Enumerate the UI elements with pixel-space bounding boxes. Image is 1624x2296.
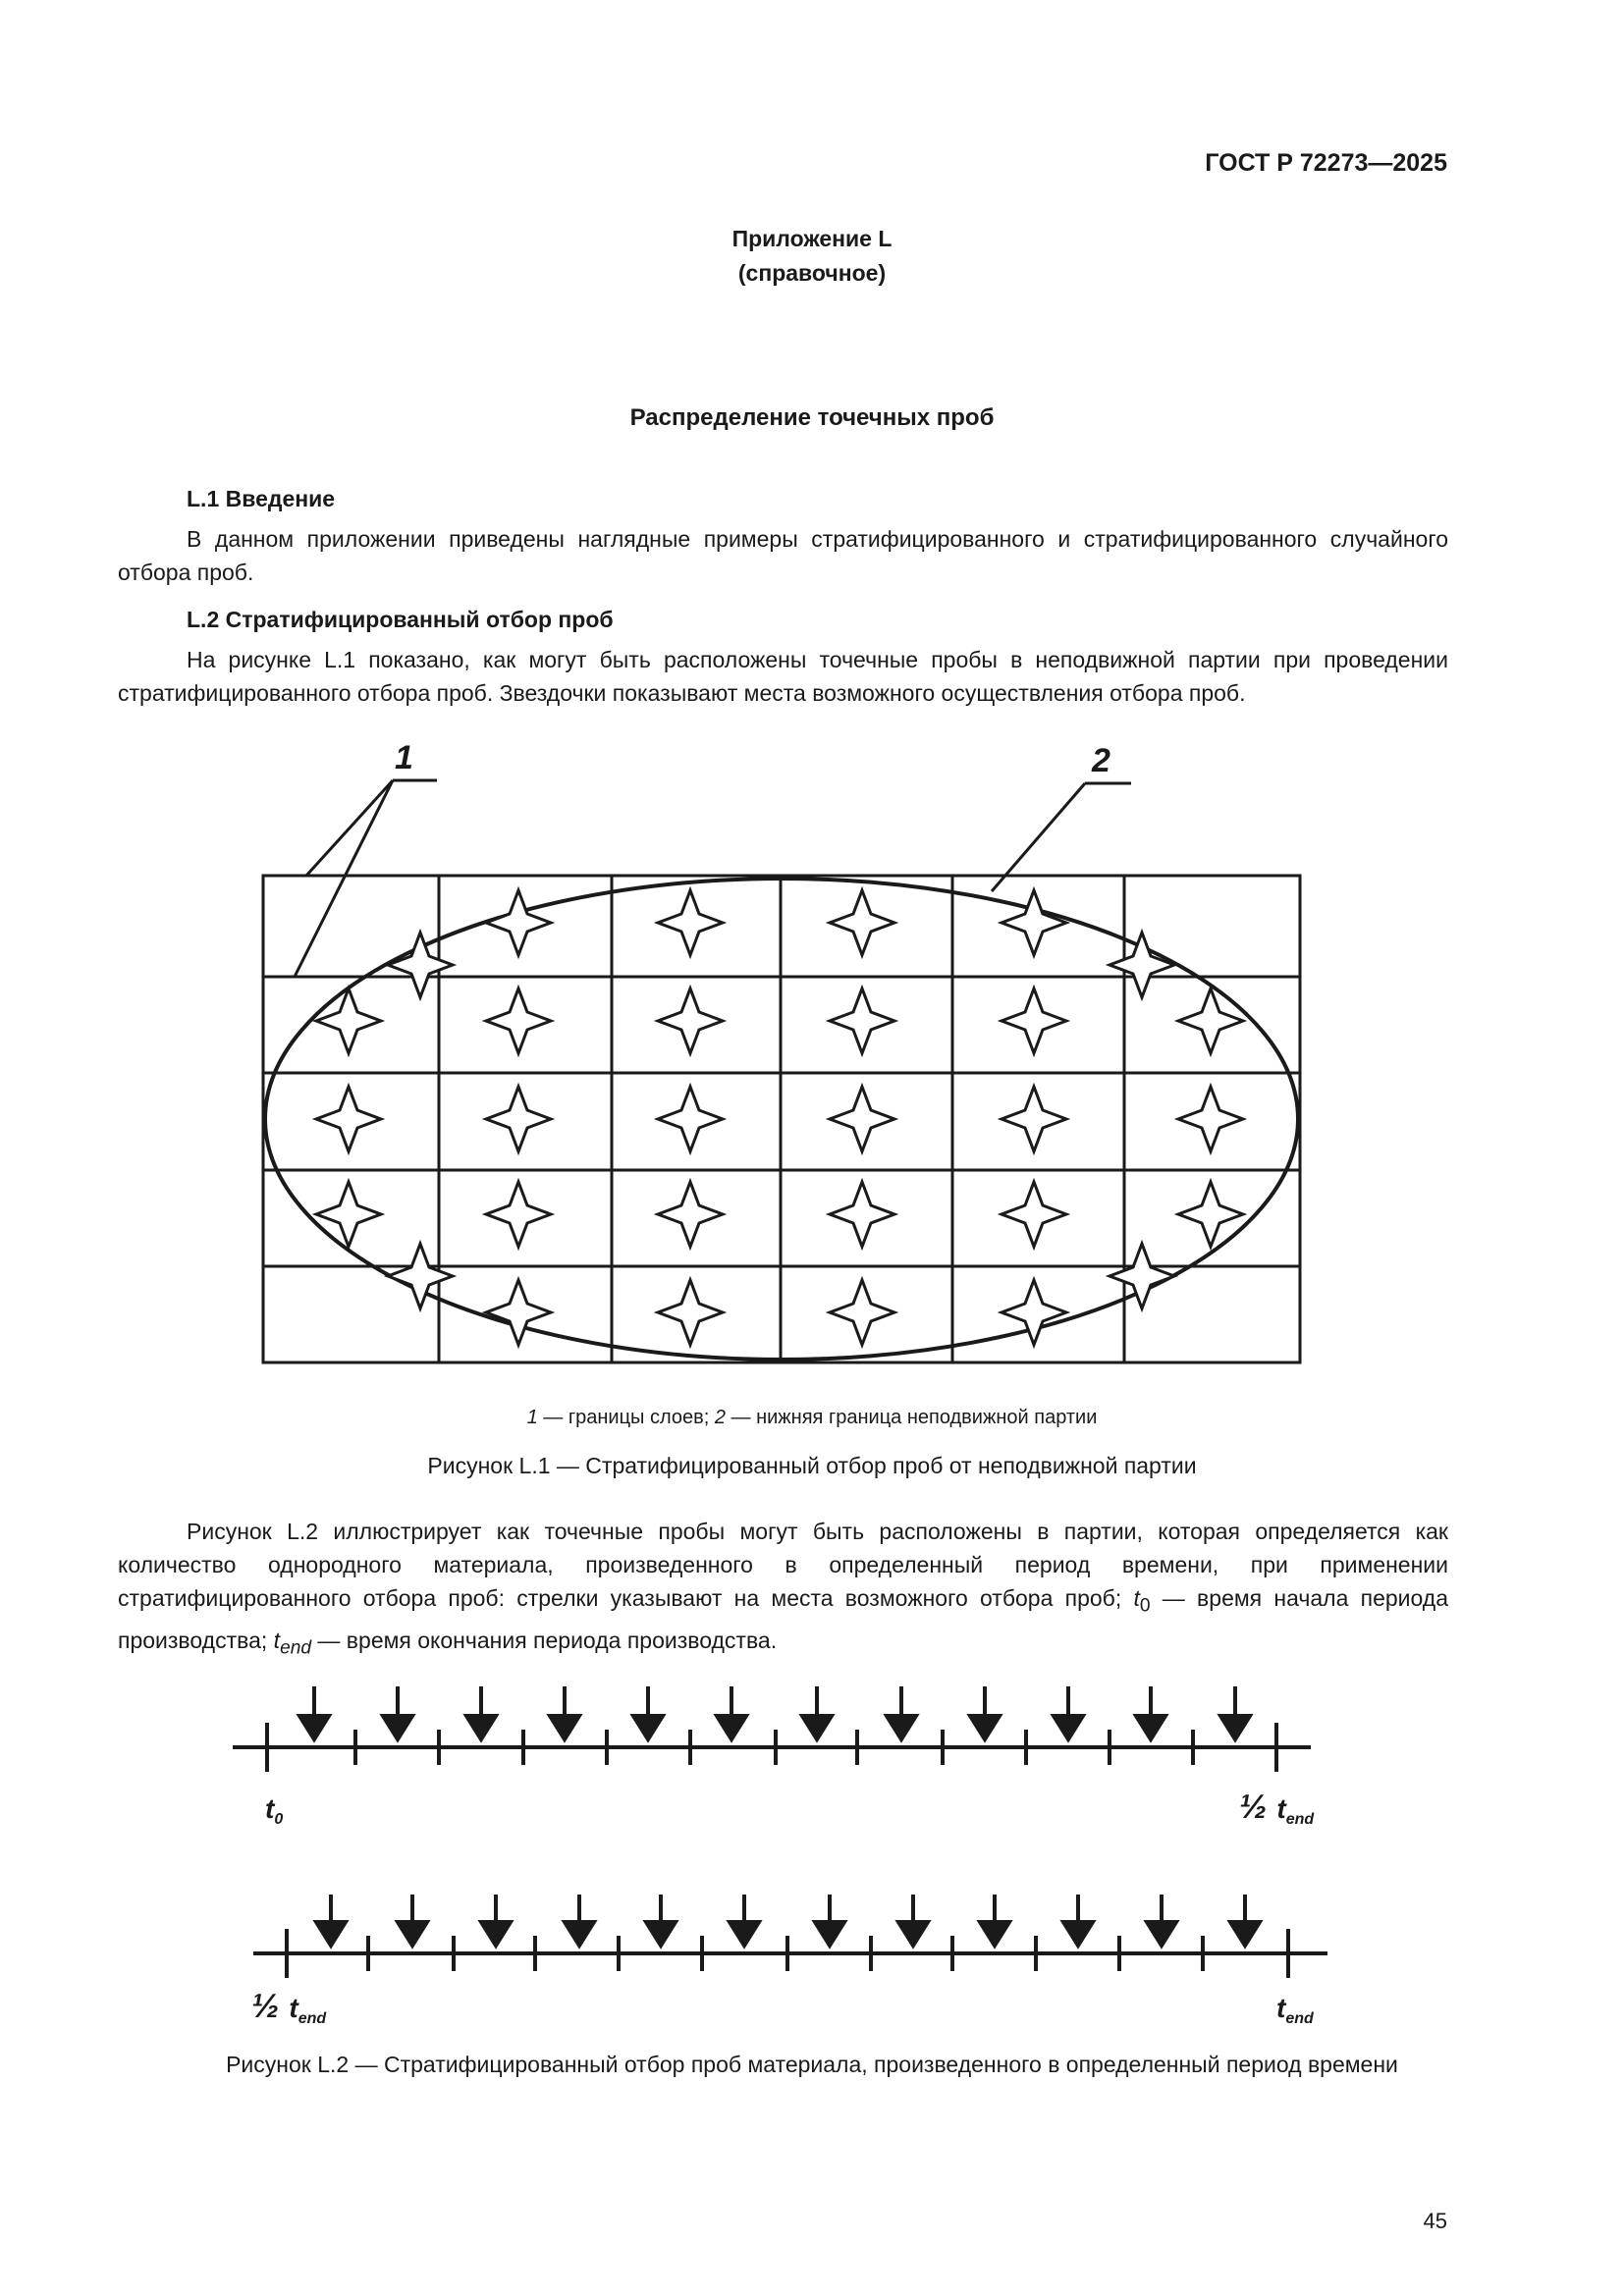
line1-end-label: ½ $t_{end}$	[1239, 1789, 1315, 1828]
annex-title: Приложение L	[731, 226, 893, 251]
sampling-arrow-head-icon	[316, 1922, 346, 1946]
figure-l2	[0, 1669, 1624, 2061]
sampling-arrow-head-icon	[633, 1716, 663, 1739]
label-2: 2	[1092, 742, 1110, 779]
paragraph-l2-figure	[118, 1515, 1448, 1665]
sampling-arrow-head-icon	[646, 1922, 676, 1946]
t0-base: t	[1133, 1585, 1140, 1611]
sampling-arrow-head-icon	[898, 1922, 928, 1946]
paragraph-l1: В данном приложении приведены наглядные примеры стратифицированного и стратифицированного случайного отбора проб.	[118, 526, 1448, 585]
sampling-arrow-head-icon	[970, 1716, 1000, 1739]
sample-star-icon	[1110, 1244, 1174, 1308]
sample-star-icon	[830, 1182, 894, 1247]
sampling-arrow-head-icon	[730, 1922, 759, 1946]
sample-star-icon	[1001, 1087, 1066, 1151]
sampling-arrow-head-icon	[1230, 1922, 1260, 1946]
sample-star-icon	[1001, 890, 1066, 955]
legend-num-1: 1	[526, 1407, 538, 1428]
sampling-arrow-head-icon	[466, 1716, 496, 1739]
sample-star-icon	[658, 1280, 723, 1345]
sample-star-icon	[486, 1182, 551, 1247]
sampling-arrow-head-icon	[815, 1922, 844, 1946]
line2-end-label: $t_{end}$	[1276, 1993, 1314, 2027]
sampling-arrow-head-icon	[1136, 1716, 1165, 1739]
heading-l1: L.1 Введение	[187, 486, 336, 511]
sample-star-icon	[830, 890, 894, 955]
sampling-arrow-head-icon	[481, 1922, 511, 1946]
sample-star-icon	[658, 1087, 723, 1151]
sample-star-icon	[316, 1182, 381, 1247]
sample-star-icon	[316, 988, 381, 1053]
sampling-arrow-head-icon	[383, 1716, 412, 1739]
sampling-arrow-head-icon	[299, 1716, 329, 1739]
t0-sub: 0	[1139, 1595, 1151, 1617]
sampling-arrow-head-icon	[980, 1922, 1009, 1946]
line2-start-label: ½ $t_{end}$	[251, 1988, 327, 2027]
sample-star-icon	[658, 1182, 723, 1247]
section-title: Распределение точечных проб	[629, 404, 995, 431]
sample-star-icon	[486, 1087, 551, 1151]
sample-star-icon	[316, 1087, 381, 1151]
figure-l1-legend	[0, 1407, 1624, 1429]
sample-star-icon	[830, 988, 894, 1053]
label-1: 1	[395, 739, 413, 776]
sample-star-icon	[486, 1280, 551, 1345]
sampling-arrow-head-icon	[1220, 1716, 1250, 1739]
sample-star-icon	[1001, 1182, 1066, 1247]
heading-l2: L.2 Стратифицированный отбор проб	[187, 607, 614, 632]
sample-star-icon	[1001, 988, 1066, 1053]
sampling-arrow-head-icon	[1147, 1922, 1176, 1946]
sampling-arrow-head-icon	[802, 1716, 832, 1739]
paragraph-part1: Рисунок L.2 иллюстрирует как точечные пробы могут быть расположены в партии, которая определяется как количество однородного материала, произведенного в определенный период времени, при применении стратифицированного отбора проб: стрелки указывают на места возможного отбора проб;	[118, 1519, 1448, 1611]
leader-line-1	[295, 780, 393, 977]
legend-num-2: 2	[714, 1407, 726, 1428]
paragraph-part2: — время начала периода производства;	[118, 1585, 1448, 1653]
annex-subtitle: (справочное)	[737, 260, 887, 286]
legend-text-2: — нижняя граница неподвижной партии	[725, 1407, 1098, 1428]
sampling-arrow-head-icon	[887, 1716, 916, 1739]
sample-star-icon	[830, 1087, 894, 1151]
sampling-arrow-head-icon	[717, 1716, 746, 1739]
sample-star-icon	[658, 988, 723, 1053]
sampling-arrow-head-icon	[1054, 1716, 1083, 1739]
tend-base: t	[273, 1627, 281, 1653]
leader-line-1	[306, 780, 393, 876]
paragraph-l2-intro: На рисунке L.1 показано, как могут быть расположены точечные пробы в неподвижной партии при проведении стратифицированного отбора проб. Звездочки показывают места возможного осуществления отбора проб.	[118, 647, 1448, 706]
sample-star-icon	[830, 1280, 894, 1345]
sample-star-icon	[1110, 933, 1174, 997]
legend-text-1: — границы слоев;	[537, 1407, 715, 1428]
figure-l2-caption: Рисунок L.2 — Стратифицированный отбор проб материала, произведенного в определенный период времени	[226, 2052, 1398, 2077]
sample-star-icon	[658, 890, 723, 955]
sample-star-icon	[486, 988, 551, 1053]
document-code: ГОСТ Р 72273—2025	[1205, 149, 1447, 177]
tend-sub: end	[280, 1637, 312, 1659]
sampling-arrow-head-icon	[398, 1922, 427, 1946]
line1-start-label: $t_0$	[265, 1793, 284, 1828]
figure-l1-caption: Рисунок L.1 — Стратифицированный отбор проб от неподвижной партии	[427, 1453, 1197, 1478]
page-number: 45	[1423, 2209, 1447, 2233]
sampling-arrow-head-icon	[1063, 1922, 1093, 1946]
sampling-arrow-head-icon	[550, 1716, 579, 1739]
sample-star-icon	[1178, 988, 1243, 1053]
figure-l1	[0, 726, 1624, 1394]
sample-star-icon	[388, 933, 453, 997]
sampling-arrow-head-icon	[565, 1922, 594, 1946]
sample-star-icon	[1178, 1087, 1243, 1151]
paragraph-part3: — время окончания периода производства.	[311, 1627, 778, 1653]
sample-star-icon	[486, 890, 551, 955]
